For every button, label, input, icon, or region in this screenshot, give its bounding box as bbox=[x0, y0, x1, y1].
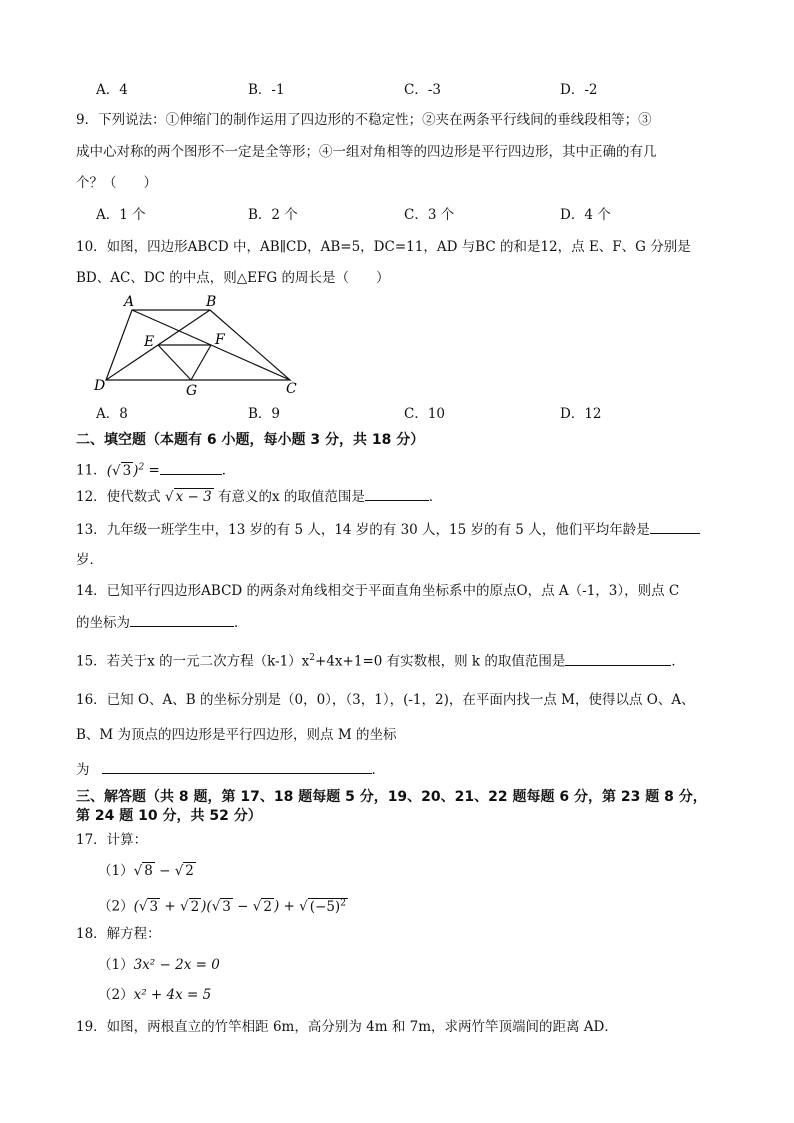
q9-line2: 成中心对称的两个图形不一定是全等形；④一组对角相等的四边形是平行四边形，其中正确的有几 bbox=[76, 144, 657, 160]
q17-part1-expression: √ 8 − √ 2 bbox=[133, 863, 194, 879]
label-c: C bbox=[286, 381, 297, 397]
q10-line2: BD、AC、DC 的中点，则△EFG 的周长是（ ） bbox=[76, 270, 390, 286]
q18-part2: （2）x² + 4x = 5 bbox=[98, 987, 212, 1003]
q16-line3: 为 ． bbox=[76, 759, 385, 780]
q15-answer-blank bbox=[565, 651, 671, 666]
q9-line1: 9．下列说法：①伸缩门的制作运用了四边形的不稳定性；②夹在两条平行线间的垂线段相等；③ bbox=[76, 112, 652, 128]
q9-option-c: C．3 个 bbox=[404, 207, 455, 223]
q14-line1: 14．已知平行四边形ABCD 的两条对角线相交于平面直角坐标系中的原点O，点 A（-1，3），则点 C bbox=[76, 583, 680, 599]
q15: 15．若关于x 的一元二次方程$(k-1)x^2+4x+1=0$ 有实数根，则 k 的取值范围是 ． bbox=[76, 648, 685, 672]
label-d: D bbox=[94, 378, 106, 394]
q12-answer-blank bbox=[365, 486, 429, 501]
q11-expression: (√ 3 )$^2$ bbox=[106, 462, 145, 479]
segment-eg bbox=[158, 345, 191, 380]
q18-part1: （1）3x² − 2x = 0 bbox=[98, 957, 220, 973]
segment-fg bbox=[191, 345, 211, 380]
q8-option-d: D．-2 bbox=[560, 82, 598, 98]
q10-line1: 10．如图，四边形ABCD 中，AB∥CD，AB=5，DC=11，AD 与BC 的和是12，点 E、F、G 分别是 bbox=[76, 239, 691, 255]
q12-radical: √ x − 3 bbox=[164, 489, 212, 505]
q8-option-c: C．-3 bbox=[404, 82, 441, 98]
q9-option-d: D．4 个 bbox=[560, 207, 611, 223]
q17-part2-expression: (√ 3 + √ 2 )(√ 3 − √ 2 ) + √ $(-5)^2$ bbox=[133, 898, 346, 915]
q16-line1: 16．已知 O、A、B 的坐标分别是（0，0），（3，1），(-1，2)，在平面内找一点 M，使得以点 O、A、 bbox=[76, 692, 695, 708]
q11-answer-blank bbox=[160, 460, 222, 475]
label-a: A bbox=[124, 294, 135, 310]
section2-heading: 二、填空题（本题有 6 小题，每小题 3 分，共 18 分） bbox=[76, 432, 425, 448]
q11: 11．(√ 3 )$^2$ = ． bbox=[76, 457, 235, 481]
q9-option-b: B．2 个 bbox=[248, 207, 298, 223]
q13-line1: 13．九年级一班学生中，13 岁的有 5 人，14 岁的有 30 人，15 岁的有 5 人，他们平均年龄是 bbox=[76, 519, 700, 540]
q10-option-c: C．10 bbox=[404, 406, 446, 422]
q10-option-a: A．8 bbox=[96, 406, 128, 422]
q18-title: 18．解方程： bbox=[76, 926, 161, 942]
q10-figure bbox=[90, 292, 310, 398]
q9-line3: 个？（ ） bbox=[76, 175, 157, 191]
label-g: G bbox=[186, 383, 198, 398]
q16-answer-blank bbox=[102, 759, 372, 774]
label-b: B bbox=[206, 294, 217, 310]
q10-option-b: B．9 bbox=[248, 406, 281, 422]
q14-line2: 的坐标为 ． bbox=[76, 612, 248, 633]
q17-part1: （1）√ 8 − √ 2 bbox=[98, 863, 194, 879]
q17-title: 17．计算： bbox=[76, 832, 148, 848]
q10-option-d: D．12 bbox=[560, 406, 602, 422]
q17-part2: （2）(√ 3 + √ 2 )(√ 3 − √ 2 ) + √ $(-5)^2$ bbox=[98, 898, 346, 915]
label-f: F bbox=[215, 332, 225, 348]
section3-heading-line1: 三、解答题（共 8 题，第 17、18 题每题 5 分，19、20、21、22 题每题 6 分，第 23 题 8 分， bbox=[76, 789, 707, 805]
q9-option-a: A．1 个 bbox=[96, 207, 146, 223]
q8-option-b: B．-1 bbox=[248, 82, 285, 98]
q12: 12．使代数式 √ x − 3 有意义的x 的取值范围是 ． bbox=[76, 486, 442, 507]
q14-answer-blank bbox=[130, 612, 234, 627]
section3-heading-line2: 第 24 题 10 分，共 52 分） bbox=[76, 808, 262, 824]
q13-line2: 岁． bbox=[76, 552, 103, 568]
q18-part1-equation: 3x² − 2x = 0 bbox=[133, 957, 220, 973]
q16-line2: B、M 为顶点的四边形是平行四边形，则点 M 的坐标 bbox=[76, 727, 397, 743]
label-e: E bbox=[144, 334, 155, 350]
q18-part2-equation: x² + 4x = 5 bbox=[133, 987, 212, 1003]
q19-line: 19．如图，两根直立的竹竿相距 6m，高分别为 4m 和 7m，求两竹竿顶端间的距离 AD． bbox=[76, 1019, 618, 1035]
q8-option-a: A．4 bbox=[96, 82, 128, 98]
q13-answer-blank bbox=[650, 519, 700, 534]
q11-num: 11． bbox=[76, 462, 107, 479]
